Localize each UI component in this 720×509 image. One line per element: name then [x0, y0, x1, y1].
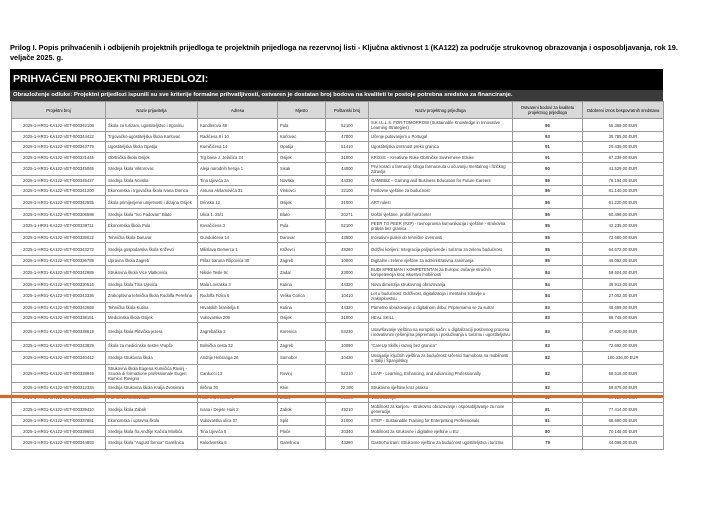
approved-amount-cell: 87.239,00 EUR — [583, 152, 664, 162]
applicant-name-cell: Strukovna škola Eugena Kumičića Rovinj - Scuola di formazione professionale Eugen Kumicic Rovigno — [106, 364, 198, 382]
project-number-cell: 2025-1-HR01-KA122-VET-000343829 — [12, 341, 106, 351]
city-cell: Samobor — [278, 351, 326, 364]
postal-code-cell: 44000 — [326, 162, 369, 175]
postal-code-cell: 52100 — [326, 219, 369, 232]
project-title-cell: ART rules! — [369, 196, 513, 209]
quality-score-cell: 82 — [513, 382, 583, 392]
quality-score-cell: 96 — [513, 119, 583, 132]
quality-score-cell: 82 — [513, 351, 583, 364]
project-title-cell: Strukovne vještine kroz praksu — [369, 382, 513, 392]
project-title-cell: LEAP - Learning, Enhancing, and Advancing Professionally — [369, 364, 513, 382]
table-header-row — [12, 102, 664, 119]
quality-score-cell: 86 — [513, 186, 583, 196]
approved-amount-cell: 64.672,00 EUR — [583, 243, 664, 256]
approved-amount-cell: 100.336,00 EUR — [583, 351, 664, 364]
project-title-cell: "CareUp Skills i razvoj bez granica" — [369, 341, 513, 351]
quality-score-cell: 85 — [513, 232, 583, 242]
quality-score-cell: 84 — [513, 279, 583, 289]
quality-score-cell: 80 — [513, 426, 583, 436]
city-cell: Osijek — [278, 312, 326, 322]
project-number-cell: 2025-1-HR01-KA122-VET-000339410 — [12, 403, 106, 416]
postal-code-cell: 10090 — [326, 341, 369, 351]
project-title-cell: BUDI SPREMAN I KOMPETENTAN za Europu: Jačanje stručnih kompetencija kroz iskustvo mobilnosti — [369, 266, 513, 279]
postal-code-cell: 10430 — [326, 351, 369, 364]
project-title-cell: Održivi korijeni: Integracija poljoprivrede i turizma za zelenu budućnost — [369, 243, 513, 256]
postal-code-cell: 20340 — [326, 426, 369, 436]
postal-code-cell: 51410 — [326, 142, 369, 152]
applicant-name-cell: Srednja škola Tina Ujevića — [106, 279, 198, 289]
applicant-name-cell: Tehnička škola Daruvar — [106, 232, 198, 242]
table-row — [12, 279, 664, 289]
applicant-name-cell: Srednja gospodarska škola Križevci — [106, 243, 198, 256]
quality-score-cell: 81 — [513, 416, 583, 426]
project-number-cell: 2025-1-HR01-KA122-VET-000343272 — [12, 243, 106, 256]
section-title: PRIHVAĆENI PROJEKTNI PRIJEDLOZI: — [10, 69, 663, 90]
address-cell: Mala Lovraska 3 — [198, 279, 278, 289]
postal-code-cell: 48260 — [326, 243, 369, 256]
postal-code-cell: 49210 — [326, 403, 369, 416]
applicant-name-cell: Medicinska škola Osijek — [106, 312, 198, 322]
highlight-divider-line — [0, 395, 663, 398]
approved-amount-cell: 68.516,00 EUR — [583, 364, 664, 382]
approved-amount-cell: 59.504,00 EUR — [583, 266, 664, 279]
city-cell: Ploče — [278, 426, 326, 436]
postal-code-cell: 10410 — [326, 289, 369, 302]
project-title-cell: S.K.I.L.L.S. FOR TOMORROW (Sustainable Knowledge in Innovative Learning Strategies) — [369, 119, 513, 132]
project-title-cell: Mobilnost za strukovne i digitalne vještine u EU — [369, 426, 513, 436]
header-quality-score: Ostvareni bodovi za kvalitetu projektnog prijedloga — [513, 102, 583, 119]
address-cell: Kumičićeva 14 — [198, 142, 278, 152]
project-title-cell: PEER TO PEER (P2P) - ravnopravna komunikacija i vještine - strukovna praksa bez granica — [369, 219, 513, 232]
city-cell: Kutina — [278, 279, 326, 289]
quality-score-cell: 83 — [513, 323, 583, 341]
applicant-name-cell: Srednja škola Zabok — [106, 403, 198, 416]
project-title-cell: Ugostiteljska izvrsnost preko granica — [369, 142, 513, 152]
postal-code-cell: 52100 — [326, 119, 369, 132]
project-title-cell: Usavršavanje vještina na europski način: u digitalizaciji poslovnog procesa i inovativnim rješenjima pripremanja i posluživanja u turizmu i ugostiteljstvu — [369, 323, 513, 341]
table-row — [12, 426, 664, 436]
project-number-cell: 2025-1-HR01-KA122-VET-000342669 — [12, 302, 106, 312]
table-row — [12, 175, 664, 185]
approved-amount-cell: 88.745,00 EUR — [583, 312, 664, 322]
postal-code-cell: 52210 — [326, 364, 369, 382]
applicant-name-cell: Ugostiteljska škola Opatija — [106, 142, 198, 152]
project-title-cell: Usvajanje ključnih vještina za budućnost: Učenici Samobora na mobilnosti u Italiji i Španjolskoj — [369, 351, 513, 364]
quality-score-cell: 85 — [513, 256, 583, 266]
approved-amount-cell: 20.435,00 EUR — [583, 142, 664, 152]
postal-code-cell: 23000 — [326, 266, 369, 279]
postal-code-cell: 31000 — [326, 152, 369, 162]
applicant-name-cell: Škola za medicinske sestre Vrapče — [106, 341, 198, 351]
table-row — [12, 219, 664, 232]
approved-amount-cell: 44.096,00 EUR — [583, 436, 664, 449]
table-row — [12, 302, 664, 312]
project-title-cell: Izoštri vještine, proširi horizonte! — [369, 209, 513, 219]
approved-amount-cell: 60.498,00 EUR — [583, 209, 664, 219]
city-cell: Pula — [278, 219, 326, 232]
approved-amount-cell: 72.692,00 EUR — [583, 341, 664, 351]
postal-code-cell: 44320 — [326, 302, 369, 312]
city-cell: Sisak — [278, 162, 326, 175]
table-row — [12, 416, 664, 426]
address-cell: Kandlerova 48 — [198, 119, 278, 132]
applicant-name-cell: Ekonomska i trgovačka škola Ivana Domca — [106, 186, 198, 196]
applicant-name-cell: Srednja škola "Ivo Padovan" Blato — [106, 209, 198, 219]
approved-amount-cell: 61.220,00 EUR — [583, 196, 664, 209]
address-cell: Rudolfa Fizira 6 — [198, 289, 278, 302]
project-number-cell: 2025-1-HR01-KA122-VET-000328949 — [12, 364, 106, 382]
project-number-cell: 2025-1-HR01-KA122-VET-000339022 — [12, 232, 106, 242]
address-cell: Zagrebačka 2 — [198, 323, 278, 341]
city-cell: Garešnica — [278, 436, 326, 449]
quality-score-cell: 82 — [513, 364, 583, 382]
header-address: Adresa — [198, 102, 278, 119]
table-row — [12, 162, 664, 175]
table-row — [12, 209, 664, 219]
project-number-cell: 2025-1-HR01-KA122-VET-000345065 — [12, 162, 106, 175]
project-number-cell: 2025-1-HR01-KA122-VET-000342989 — [12, 266, 106, 279]
postal-code-cell: 47000 — [326, 132, 369, 142]
approved-amount-cell: 76.194,00 EUR — [583, 175, 664, 185]
address-cell: Trg bana J. Jelačića 24 — [198, 152, 278, 162]
project-number-cell: 2025-1-HR01-KA122-VET-000344422 — [12, 132, 106, 142]
approved-amount-cell: 81.140,00 EUR — [583, 186, 664, 196]
city-cell: Zadar — [278, 266, 326, 279]
applicant-name-cell: Srednja škola "August Šenoa" Garešnica — [106, 436, 198, 449]
quality-score-cell: 83 — [513, 341, 583, 351]
project-number-cell: 2025-1-HR01-KA122-VET-000343779 — [12, 142, 106, 152]
postal-code-cell: 10000 — [326, 256, 369, 266]
project-title-cell: Nova dimenzija strukovnog obrazovanja — [369, 279, 513, 289]
applicant-name-cell: Ekonomska i upravna škola — [106, 416, 198, 426]
address-cell: Carducci 13 — [198, 364, 278, 382]
city-cell: Osijek — [278, 152, 326, 162]
approved-amount-cell: 35.785,00 EUR — [583, 132, 664, 142]
quality-score-cell: 89 — [513, 175, 583, 185]
address-cell: Antuna Akšamovića 31 — [198, 186, 278, 196]
project-number-cell: 2025-1-HR01-KA122-VET-000343336 — [12, 289, 106, 302]
table-row — [12, 403, 664, 416]
applicant-name-cell: Srednja škola Novska — [106, 175, 198, 185]
address-cell: Bolnička cesta 32 — [198, 341, 278, 351]
approved-amount-cell: 72.680,00 EUR — [583, 232, 664, 242]
project-title-cell: Mobilnost za karijeru - strukovno obrazovanje i osposobljavanje za nove generacije — [369, 403, 513, 416]
applicant-name-cell: Zrakoplovna tehnička škola Rudolfa Perešina — [106, 289, 198, 302]
project-title-cell: HEAL SKILL — [369, 312, 513, 322]
approved-amount-cell: 47.620,00 EUR — [583, 323, 664, 341]
project-title-cell: Prvi koraci u farmaciji: Uloga farmaceuta u očuvanju mentalnog i fizičkog zdravlja — [369, 162, 513, 175]
applicant-name-cell: Škola za turizam, ugostiteljstvo i trgovinu — [106, 119, 198, 132]
header-approved-amount: Odobreni iznos bespovratnih sredstava — [583, 102, 664, 119]
table-row — [12, 132, 664, 142]
address-cell: Radićeva 8 i 10 — [198, 132, 278, 142]
applicant-name-cell: Tehnička škola Kutina — [106, 302, 198, 312]
header-postal-code: Poštanski broj — [326, 102, 369, 119]
city-cell: Daruvar — [278, 232, 326, 242]
city-cell: Novska — [278, 175, 326, 185]
header-applicant-name: Naziv prijavitelja — [106, 102, 198, 119]
approved-amount-cell: 42.235,00 EUR — [583, 219, 664, 232]
project-title-cell: Poslovne vještine za budućnost — [369, 186, 513, 196]
table-row — [12, 382, 664, 392]
city-cell: Knin — [278, 382, 326, 392]
table-row — [12, 243, 664, 256]
project-number-cell: 2025-1-HR01-KA122-VET-000312334 — [12, 382, 106, 392]
project-number-cell: 2025-1-HR01-KA122-VET-000338151 — [12, 312, 106, 322]
project-number-cell: 2025-1-HR01-KA122-VET-000321445 — [12, 152, 106, 162]
postal-code-cell: 21000 — [326, 416, 369, 426]
quality-score-cell: 85 — [513, 219, 583, 232]
city-cell: Zagreb — [278, 256, 326, 266]
postal-code-cell: 20271 — [326, 209, 369, 219]
address-cell: Drinska 12 — [198, 196, 278, 209]
applicant-name-cell: Upravna škola Zagreb — [106, 256, 198, 266]
table-row — [12, 142, 664, 152]
quality-score-cell: 79 — [513, 436, 583, 449]
postal-code-cell: 43280 — [326, 436, 369, 449]
approved-amount-cell: 77.414,00 EUR — [583, 403, 664, 416]
applicant-name-cell: Srednja strukovna škola — [106, 351, 198, 364]
city-cell: Zagreb — [278, 341, 326, 351]
project-title-cell: Učenje putovanjem u Portugal — [369, 132, 513, 142]
project-number-cell: 2025-1-HR01-KA122-VET-000344893 — [12, 436, 106, 449]
applicant-name-cell: Obrtnička škola Osijek — [106, 152, 198, 162]
approved-amount-cell: 68.690,00 EUR — [583, 416, 664, 426]
quality-score-cell: 84 — [513, 266, 583, 279]
table-row — [12, 289, 664, 302]
project-number-cell: 2025-1-HR01-KA122-VET-000342555 — [12, 196, 106, 209]
address-cell: Kolodvorska 6 — [198, 436, 278, 449]
address-cell: Ivana i Dejete Huis 2 — [198, 403, 278, 416]
quality-score-cell: 93 — [513, 132, 583, 142]
table-row — [12, 351, 664, 364]
quality-score-cell: 81 — [513, 403, 583, 416]
address-cell: Tina Ujevića 2a — [198, 175, 278, 185]
table-row — [12, 196, 664, 209]
project-number-cell: 2025-1-HR01-KA122-VET-000345437 — [12, 175, 106, 185]
table-row — [12, 266, 664, 279]
address-cell: Nikole Tesle 9c — [198, 266, 278, 279]
table-row — [12, 341, 664, 351]
project-number-cell: 2025-1-HR01-KA122-VET-000342108 — [12, 119, 106, 132]
quality-score-cell: 91 — [513, 142, 583, 152]
approved-amount-cell: 49.082,00 EUR — [583, 256, 664, 266]
project-title-cell: GAMEBIZ – Gaming and Business Education for Future Careers — [369, 175, 513, 185]
city-cell: Velika Gorica — [278, 289, 326, 302]
project-number-cell: 2025-1-HR01-KA122-VET-000306598 — [12, 209, 106, 219]
quality-score-cell: 83 — [513, 312, 583, 322]
project-title-cell: Inovativni putevi do tehničke izvrsnosti — [369, 232, 513, 242]
quality-score-cell: 86 — [513, 196, 583, 209]
project-number-cell: 2025-1-HR01-KA122-VET-000339711 — [12, 219, 106, 232]
table-row — [12, 436, 664, 449]
city-cell: Opatija — [278, 142, 326, 152]
postal-code-cell: 22 300 — [326, 382, 369, 392]
quality-score-cell: 90 — [513, 162, 583, 175]
city-cell: Križevci — [278, 243, 326, 256]
city-cell: Zabok — [278, 403, 326, 416]
project-title-cell: Pametno obrazovanje u digitalnom dobu: Pripremamo se za sutra! — [369, 302, 513, 312]
address-cell: Andrije Hebranga 26 — [198, 351, 278, 364]
city-cell: Blato — [278, 209, 326, 219]
address-cell: Aleja narodnih heroja 1 — [198, 162, 278, 175]
project-title-cell: KROSS – Kreativne Ruke Obrtničke Suvremene Struke — [369, 152, 513, 162]
applicant-name-cell: Strukovna škola Vice Vlatkovića — [106, 266, 198, 279]
address-cell: Prilaz baruna Filipovića 30 — [198, 256, 278, 266]
approved-amount-cell: 70.146,00 EUR — [583, 426, 664, 436]
project-title-cell: Let u budućnost: Održivost, digitalizacija i mentalno zdravlje u zrakoplovstvu — [369, 289, 513, 302]
postal-code-cell: 31000 — [326, 312, 369, 322]
city-cell: Osijek — [278, 196, 326, 209]
quality-score-cell: 84 — [513, 289, 583, 302]
applicant-name-cell: Srednja škola fra Andrije Kačića Miošića — [106, 426, 198, 436]
approved-amount-cell: 55.369,00 EUR — [583, 119, 664, 132]
city-cell: Korenica — [278, 323, 326, 341]
table-row — [12, 186, 664, 196]
city-cell: Kutina — [278, 302, 326, 312]
project-number-cell: 2025-1-HR01-KA122-VET-000338819 — [12, 323, 106, 341]
applicant-name-cell: Trgovačko-ugostiteljska škola Karlovac — [106, 132, 198, 142]
project-title-cell: STEP - Sustainable Training for Enterprising Professionals — [369, 416, 513, 426]
city-cell: Karlovac — [278, 132, 326, 142]
approved-amount-cell: 27.002,00 EUR — [583, 289, 664, 302]
header-city: Mjesto — [278, 102, 326, 119]
address-cell: Hrvatskih branitelja 6 — [198, 302, 278, 312]
project-number-cell: 2025-1-HR01-KA122-VET-000337881 — [12, 416, 106, 426]
table-row — [12, 256, 664, 266]
city-cell: Vinkovci — [278, 186, 326, 196]
header-project-title: Naziv projektnog prijedloga — [369, 102, 513, 119]
project-number-cell: 2025-1-HR01-KA122-VET-000336789 — [12, 256, 106, 266]
postal-code-cell: 44320 — [326, 279, 369, 289]
postal-code-cell: 43500 — [326, 232, 369, 242]
document-title: Prilog I. Popis prihvaćenih i odbijenih projektnih prijedloga te projektnih prijedloga na rezervnoj listi - Ključna aktivnost 1 (KA122) za područje strukovnog obrazovanja i osposobljavanja, rok 19. veljače 2025. g. — [10, 43, 678, 62]
postal-code-cell: 32100 — [326, 186, 369, 196]
table-row — [12, 232, 664, 242]
project-number-cell: 2025-1-HR01-KA122-VET-000341200 — [12, 186, 106, 196]
quality-score-cell: 86 — [513, 209, 583, 219]
project-number-cell: 2025-1-HR01-KA122-VET-000330516 — [12, 279, 106, 289]
project-title-cell: GastroTurizam: Strukovne vještine za budućnost ugostiteljstva i turizma — [369, 436, 513, 449]
project-number-cell: 2025-1-HR01-KA122-VET-000339653 — [12, 426, 106, 436]
address-cell: Kovačićeva 3 — [198, 219, 278, 232]
address-cell: Vukovarska 209 — [198, 312, 278, 322]
quality-score-cell: 83 — [513, 302, 583, 312]
quality-score-cell: 85 — [513, 243, 583, 256]
applicant-name-cell: Ekonomska škola Pula — [106, 219, 198, 232]
header-project-number: Projektni broj — [12, 102, 106, 119]
approved-amount-cell: 48.659,00 EUR — [583, 302, 664, 312]
address-cell: Vukovarska ulica 37 — [198, 416, 278, 426]
table-row — [12, 312, 664, 322]
table-row — [12, 323, 664, 341]
postal-code-cell: 44330 — [326, 175, 369, 185]
applicant-name-cell: Škola primijenjene umjetnosti i dizajna Osijek — [106, 196, 198, 209]
table-row — [12, 364, 664, 382]
table-row — [12, 152, 664, 162]
address-cell: Gundulićeva 14 — [198, 232, 278, 242]
approved-amount-cell: 59.875,00 EUR — [583, 382, 664, 392]
quality-score-cell: 91 — [513, 152, 583, 162]
section-subtitle: Obrazloženje odluke: Projektni prijedlozi ispunili su sve kriterije formalne prihvatljivosti, ostvaren je dostatan broj bodova na kvaliteti te postoje potrebna sredstva za financiranje. — [10, 90, 663, 101]
project-title-cell: Digitalne i zelene vještine za administrativna zanimanja — [369, 256, 513, 266]
address-cell: Milislava Demerca 1 — [198, 243, 278, 256]
city-cell: Split — [278, 416, 326, 426]
address-cell: Ilirčina 30 — [198, 382, 278, 392]
address-cell: Ulica 1. 25/1 — [198, 209, 278, 219]
city-cell: Pula — [278, 119, 326, 132]
postal-code-cell: 31000 — [326, 196, 369, 209]
postal-code-cell: 53230 — [326, 323, 369, 341]
applicant-name-cell: Srednja škola Plitvička jezera — [106, 323, 198, 341]
city-cell: Rovinj — [278, 364, 326, 382]
address-cell: Tina Ujevića 5 — [198, 426, 278, 436]
applicant-name-cell: Srednja škola Viktorovac — [106, 162, 198, 175]
approved-amount-cell: 49.913,00 EUR — [583, 279, 664, 289]
table-row — [12, 119, 664, 132]
approved-amount-cell: 41.529,00 EUR — [583, 162, 664, 175]
applicant-name-cell: Srednja strukovna škola Kralja Zvonimira — [106, 382, 198, 392]
project-number-cell: 2025-1-HR01-KA122-VET-000340442 — [12, 351, 106, 364]
